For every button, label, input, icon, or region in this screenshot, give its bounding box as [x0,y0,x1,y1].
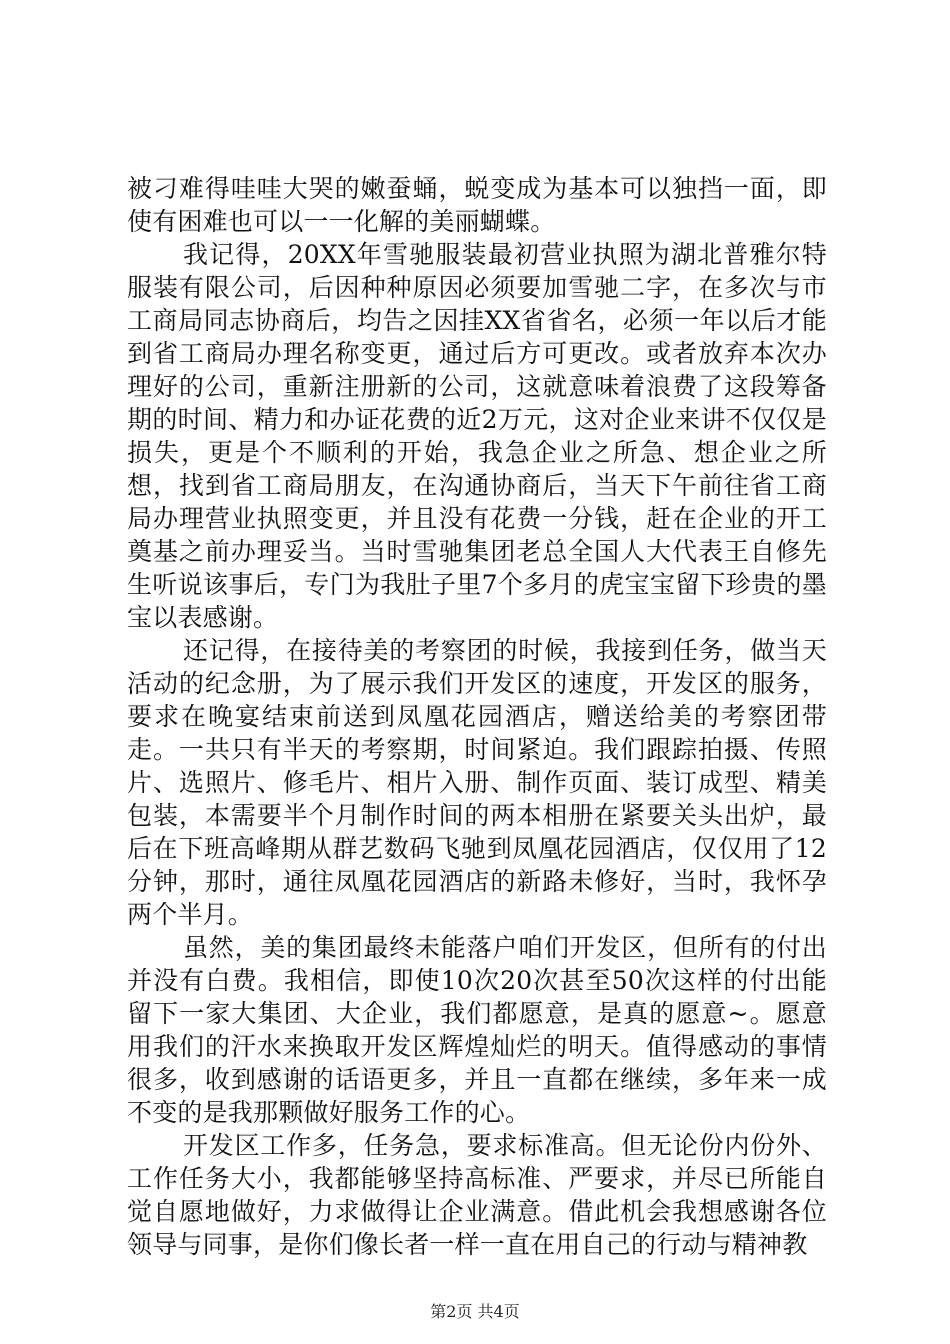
paragraph-2: 我记得，20XX年雪驰服装最初营业执照为湖北普雅尔特服装有限公司，后因种种原因必须要加雪驰二字，在多次与市工商局同志协商后，均告之因挂XX省省名，必须一年以后才能到省工商局办理名称变更，通过后方可更改。或者放弃本次办理好的公司，重新注册新的公司，这就意味着浪费了这段筹备期的时间、精力和办证花费的近2万元，这对企业来讲不仅仅是损失，更是个不顺利的开始，我急企业之所急、想企业之所想，找到省工商局朋友，在沟通协商后，当天下午前往省工商局办理营业执照变更，并且没有花费一分钱，赶在企业的开工奠基之前办理妥当。当时雪驰集团老总全国人大代表王自修先生听说该事后，专门为我肚子里7个多月的虎宝宝留下珍贵的墨宝以表感谢。 [127,240,827,632]
document-body [127,172,827,1261]
paragraph-3: 还记得，在接待美的考察团的时候，我接到任务，做当天活动的纪念册，为了展示我们开发区的速度，开发区的服务，要求在晚宴结束前送到凤凰花园酒店，赠送给美的考察团带走。一共只有半天的考察期，时间紧迫。我们跟踪拍摄、传照片、选照片、修毛片、相片入册、制作页面、装订成型、精美包装，本需要半个月制作时间的两本相册在紧要关头出炉，最后在下班高峰期从群艺数码飞驰到凤凰花园酒店，仅仅用了12分钟，那时，通往凤凰花园酒店的新路未修好，当时，我怀孕两个半月。 [127,636,827,929]
page-number-footer: 第2页 共4页 [430,1302,520,1321]
paragraph-4: 虽然，美的集团最终未能落户咱们开发区，但所有的付出并没有白费。我相信，即使10次20次甚至50次这样的付出能留下一家大集团、大企业，我们都愿意，是真的愿意~。愿意用我们的汗水来换取开发区辉煌灿烂的明天。值得感动的事情很多，收到感谢的话语更多，并且一直都在继续，多年来一成不变的是我那颗做好服务工作的心。 [127,933,827,1127]
paragraph-5: 开发区工作多，任务急，要求标准高。但无论份内份外、工作任务大小，我都能够坚持高标准、严要求，并尽已所能自觉自愿地做好，力求做得让企业满意。借此机会我想感谢各位领导与同事，是你们像长者一样一直在用自己的行动与精神教 [127,1131,827,1259]
paragraph-1: 被刁难得哇哇大哭的嫩蚕蛹，蜕变成为基本可以独挡一面，即使有困难也可以一一化解的美丽蝴蝶。 [127,174,827,236]
